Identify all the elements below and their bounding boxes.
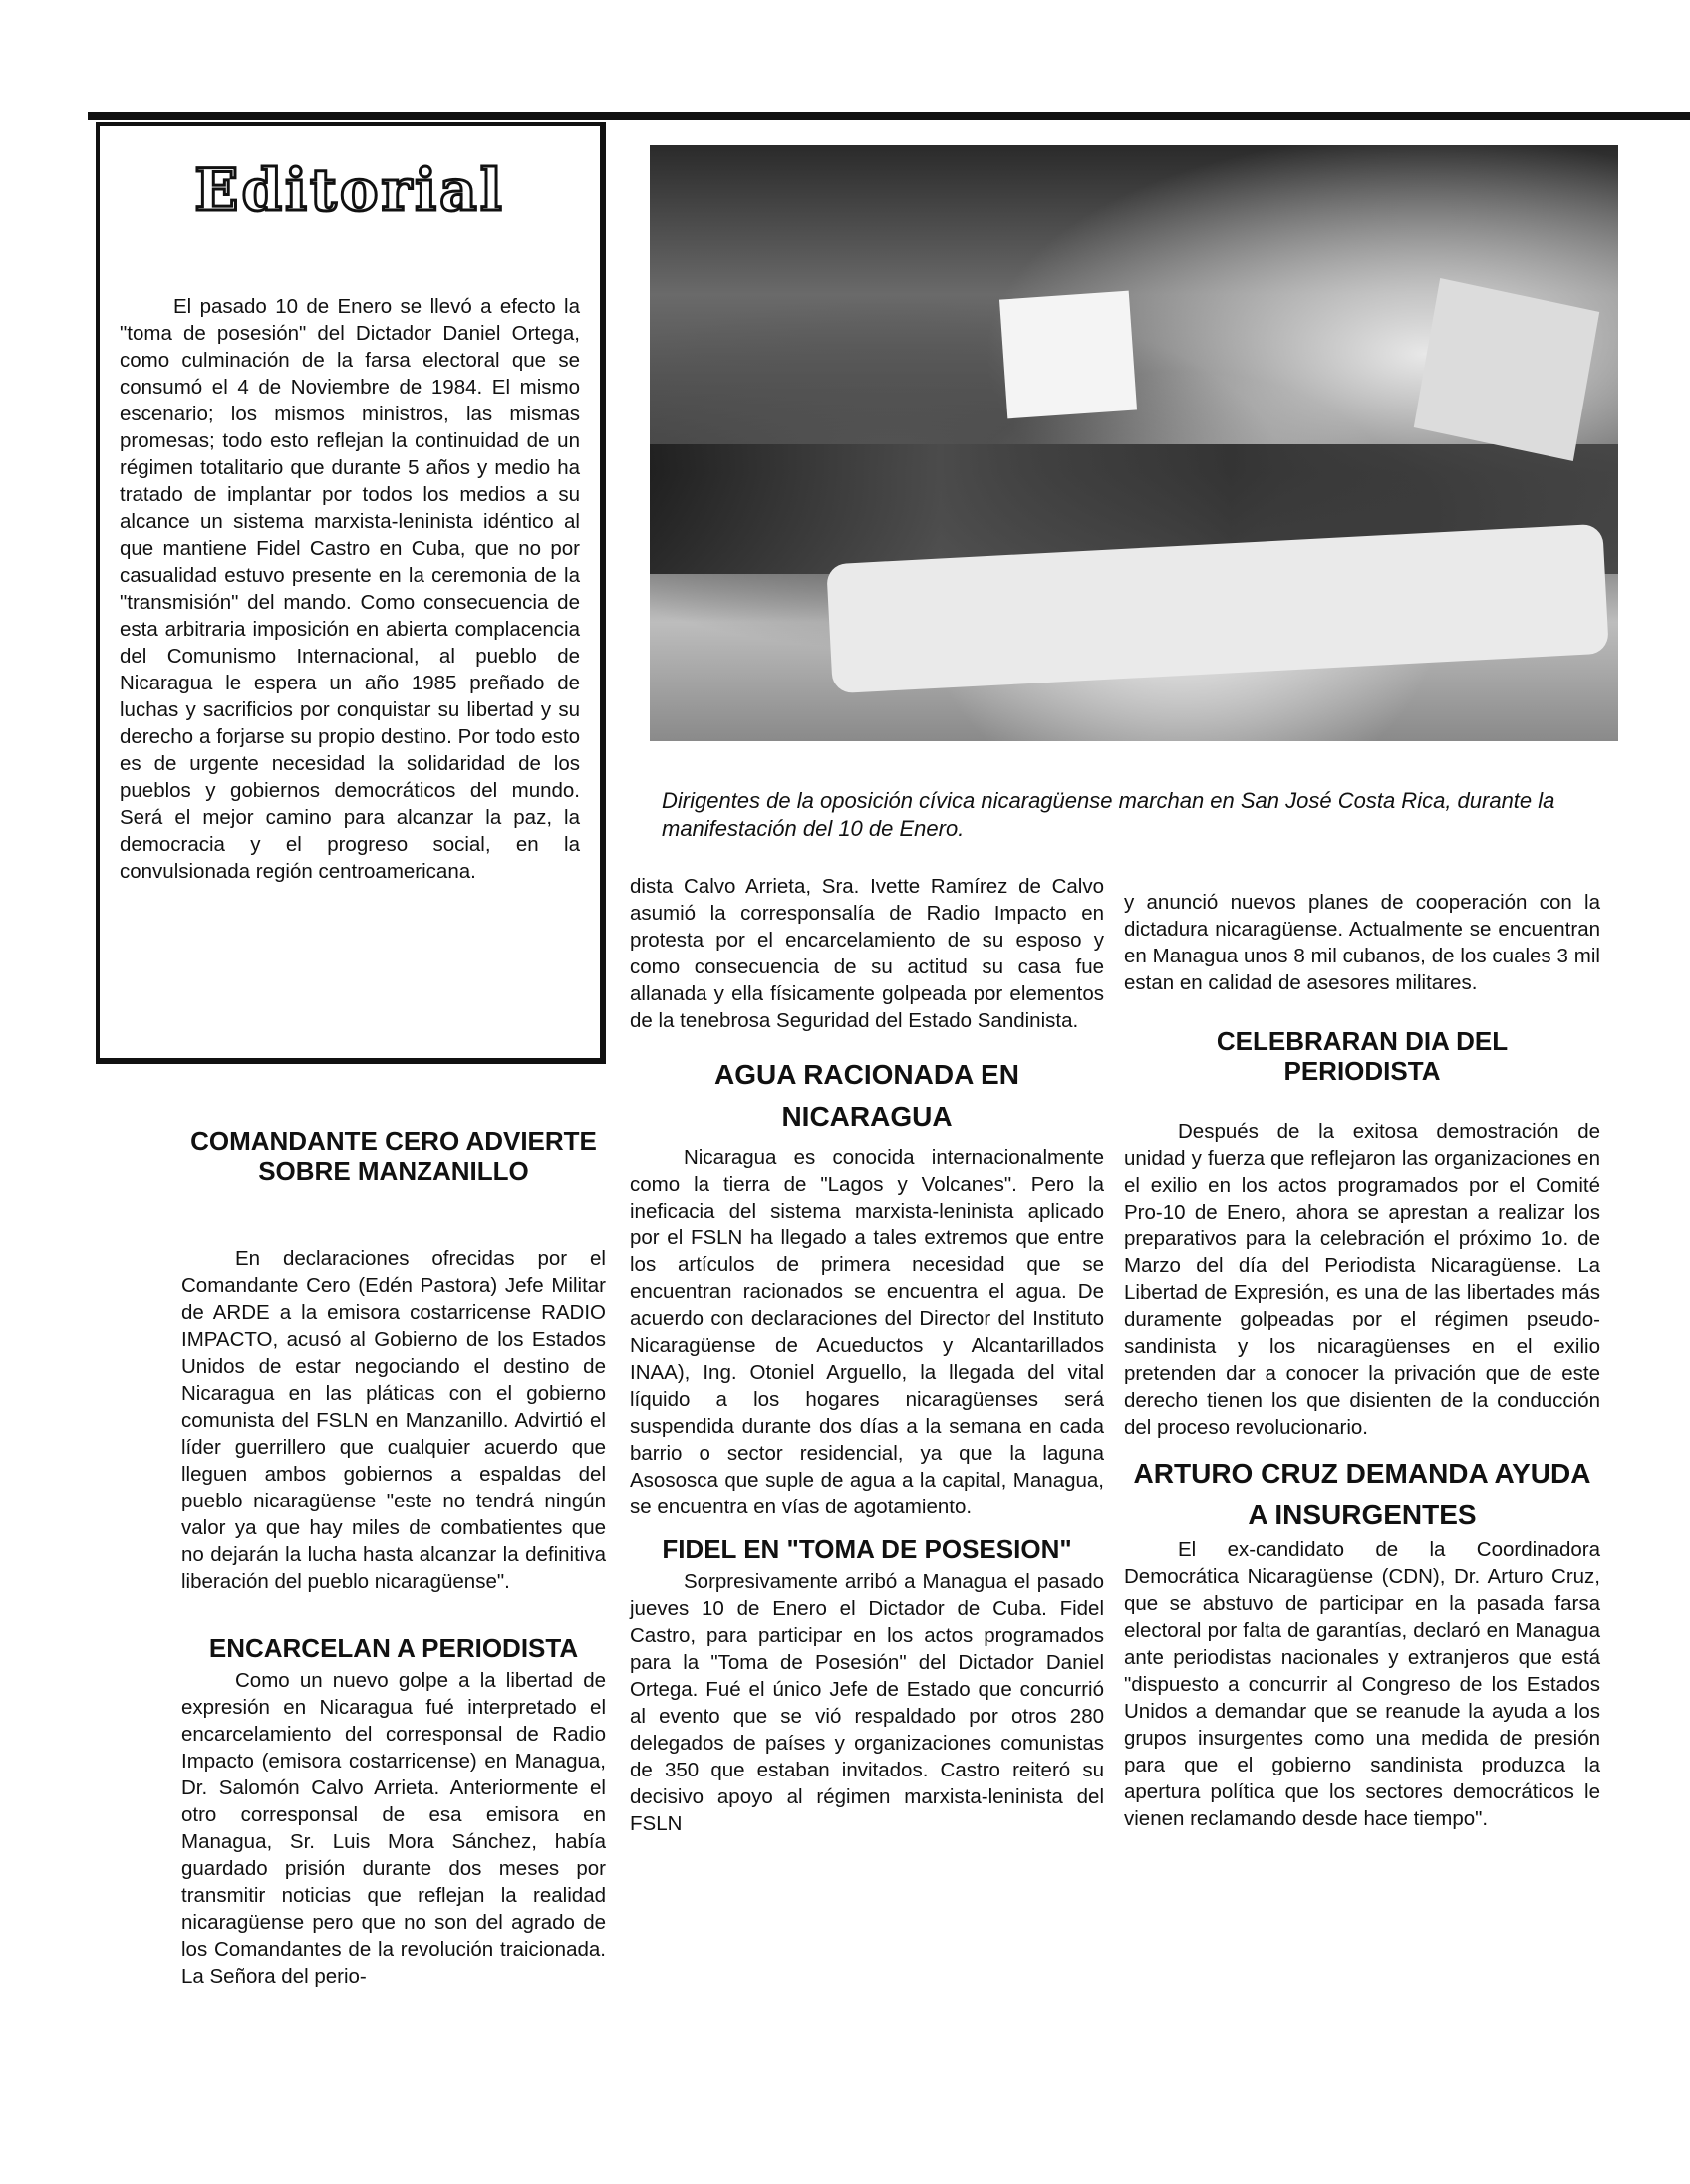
headline-encarcelan-periodista: ENCARCELAN A PERIODISTA [208,1633,579,1663]
photo-opposition-march [650,145,1618,741]
article-fidel-toma-posesion: Sorpresivamente arribó a Managua el pasado jueves 10 de Enero el Dictador de Cuba. Fidel Castro, para participar en los actos programados para la "Toma de Posesión" del Dictador Daniel Ortega. Fué el único Jefe de Estado que concurrió al evento que se vió respaldado por otros 280 delegados de países y organizaciones comunistas de 350 que estaban invitados. Castro reiteró su decisivo apoyo al régimen marxista-leninista del FSLN [630,1570,1104,1835]
article-celebraran-dia: Después de la exitosa demostración de unidad y fuerza que reflejaron las organizaciones en el exilio en los actos programados por el Comité Pro-10 de Enero, ahora se aprestan a realizar los preparativos para la celebración el próximo 1o. de Marzo del día del Periodista Nicaragüense. La Libertad de Expresión, es una de las libertades más duramente golpeadas por el régimen pseudo-sandinista y los nicaragüenses en el exilio pretenden dar a conocer la privación que de este derecho tienen los que disienten de la conducción del proceso revolucionario. [1124,1120,1600,1439]
column-2 [630,873,1104,1837]
editorial-box [96,122,606,1064]
column-1 [181,1126,606,1990]
photo-flag [1414,278,1599,461]
headline-comandante-cero: COMANDANTE CERO ADVIERTE SOBRE MANZANILLO [190,1126,597,1186]
headline-agua-racionada: AGUA RACIONADA EN NICARAGUA [714,1059,1019,1132]
article-arturo-cruz: El ex-candidato de la Coordinadora Democrática Nicaragüense (CDN), Dr. Arturo Cruz, que se abstuvo de participar en la pasada farsa electoral por falta de garantías, declaró en Managua ante periodistas nacionales y extranjeros que está "dispuesto a concurrir al Congreso de los Estados Unidos a demandar que se reanude la ayuda a los grupos insurgentes como una medida de presión para que el gobierno sandinista produzca la apertura política que los sectores democráticos le vienen reclamando desde hace tiempo". [1124,1538,1600,1830]
article-encarcelan-periodista-continued: dista Calvo Arrieta, Sra. Ivette Ramírez de Calvo asumió la corresponsalía de Radio Impacto en protesta por el encarcelamiento de su esposo y como consecuencia de su actitud su casa fue allanada y ella físicamente golpeada por elementos de la tenebrosa Seguridad del Estado Sandinista. [630,875,1104,1032]
headline-fidel-toma-posesion: FIDEL EN "TOMA DE POSESION" [662,1534,1072,1564]
headline-arturo-cruz: ARTURO CRUZ DEMANDA AYUDA A INSURGENTES [1133,1458,1591,1530]
column-3 [1124,889,1600,1832]
article-comandante-cero: En declaraciones ofrecidas por el Comandante Cero (Edén Pastora) Jefe Militar de ARDE a la emisora costarricense RADIO IMPACTO, acusó al Gobierno de los Estados Unidos de estar negociando el destino de Nicaragua en las pláticas con el gobierno comunista del FSLN en Manzanillo. Advirtió el líder guerrillero que cualquier acuerdo que lleguen ambos gobiernos a espaldas del pueblo nicaragüense "este no tendrá ningún valor ya que hay miles de combatientes que no dejarán la lucha hasta alcanzar la definitiva liberación del pueblo nicaragüense". [181,1247,606,1593]
editorial-body: El pasado 10 de Enero se llevó a efecto la "toma de posesión" del Dictador Daniel Ortega, como culminación de la farsa electoral que se consumó el 4 de Noviembre de 1984. El mismo escenario; los mismos ministros, las mismas promesas; todo esto reflejan la continuidad de un régimen totalitario que durante 5 años y medio ha tratado de implantar por todos los medios a su alcance un sistema marxista-leninista idéntico al que mantiene Fidel Castro en Cuba, que no por casualidad estuvo presente en la ceremonia de la "transmisión" del mando. Como consecuencia de esta arbitraria imposición en abierta complacencia del Comunismo Internacional, al pueblo de Nicaragua le espera un año 1985 preñado de luchas y sacrificios por conquistar su libertad y su derecho a forjarse su propio destino. Por todo esto es de urgente necesidad la solidaridad de los pueblos y gobiernos democráticos del mundo. Será el mejor camino para alcanzar la paz, la democracia y el progreso social, en la convulsionada región centroamericana. [120,294,580,883]
photo-caption: Dirigentes de la oposición cívica nicaragüense marchan en San José Costa Rica, durante la manifestación del 10 de Enero. [662,788,1555,841]
article-fidel-continued: y anunció nuevos planes de cooperación con la dictadura nicaragüense. Actualmente se encuentran en Managua unos 8 mil cubanos, de los cuales 3 mil estan en calidad de asesores militares. [1124,891,1600,994]
top-rule [88,112,1690,120]
headline-celebraran-dia: CELEBRARAN DIA DEL PERIODISTA [1216,1026,1509,1086]
editorial-title: Editorial [194,156,505,224]
article-encarcelan-periodista: Como un nuevo golpe a la libertad de expresión en Nicaragua fué interpretado el encarcelamiento del corresponsal de Radio Impacto (emisora costarricense) en Managua, Dr. Salomón Calvo Arrieta. Anteriormente el otro corresponsal de esa emisora en Managua, Sr. Luis Mora Sánchez, había guardado prisión durante dos meses por transmitir noticias que reflejan la realidad nicaragüense pero que no son del agrado de los Comandantes de la revolución traicionada. La Señora del perio- [181,1669,606,1988]
article-agua-racionada: Nicaragua es conocida internacionalmente como la tierra de "Lagos y Volcanes". Pero la ineficacia del sistema marxista-leninista aplicado por el FSLN ha llegado a tales extremos que entre los artículos de primera necesidad que se encuentran racionados se encuentra el agua. De acuerdo con declaraciones del Director del Instituto Nicaragüense de Acueductos y Alcantarillados INAA), Ing. Otoniel Arguello, la llegada del vital líquido a los hogares nicaragüenses será suspendida durante dos días a la semana en cada barrio o sector residencial, ya que la laguna Asososca que suple de agua a la capital, Managua, se encuentra en vías de agotamiento. [630,1146,1104,1518]
photo-sign [999,291,1137,419]
